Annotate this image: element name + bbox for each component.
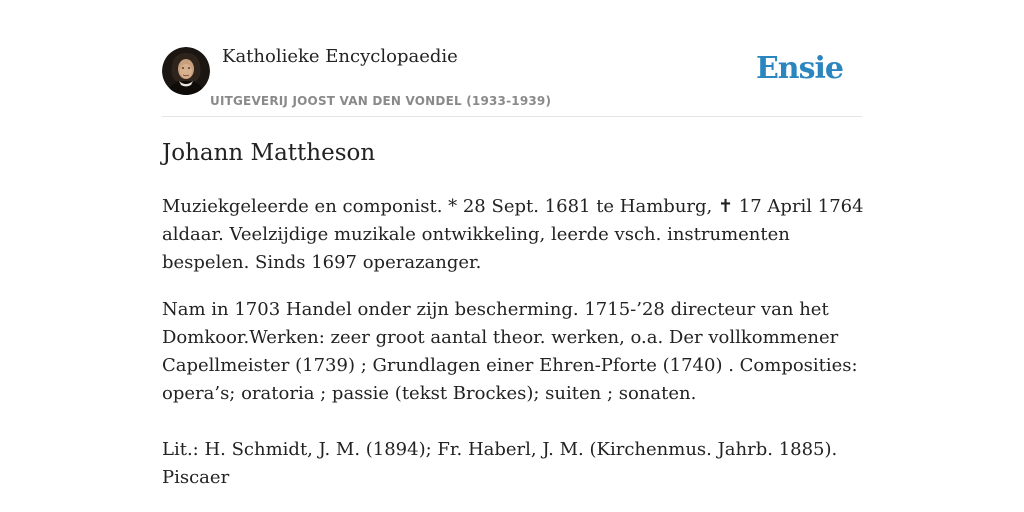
publication-title[interactable]: Katholieke Encyclopaedie <box>222 46 458 67</box>
portrait-image <box>162 47 210 95</box>
article-title: Johann Mattheson <box>162 140 376 166</box>
article-paragraph: Muziekgeleerde en componist. * 28 Sept. 1681 te Hamburg, ✝ 17 April 1764 aldaar. Veelzijdige muzikale ontwikkeling, leerde vsch. instrumenten bespelen. Sinds 1697 operazanger. <box>162 196 864 273</box>
publication-avatar[interactable] <box>162 47 210 95</box>
article-literature: Lit.: H. Schmidt, J. M. (1894); Fr. Haberl, J. M. (Kirchenmus. Jahrb. 1885). Piscaer <box>162 439 838 488</box>
site-header <box>162 40 862 117</box>
ensie-logo[interactable]: Ensie <box>755 51 843 86</box>
publisher-subtitle: UITGEVERIJ JOOST VAN DEN VONDEL (1933-1939) <box>210 94 552 108</box>
article-paragraph: Nam in 1703 Handel onder zijn bescherming. 1715-’28 directeur van het Domkoor.Werken: zeer groot aantal theor. werken, o.a. Der vollkommener Capellmeister (1739) ; Grundlagen einer Ehren-Pforte (1740) . Composities: opera’s; oratoria ; passie (tekst Brockes); suiten ; sonaten. <box>162 299 858 404</box>
article-body <box>162 193 872 492</box>
